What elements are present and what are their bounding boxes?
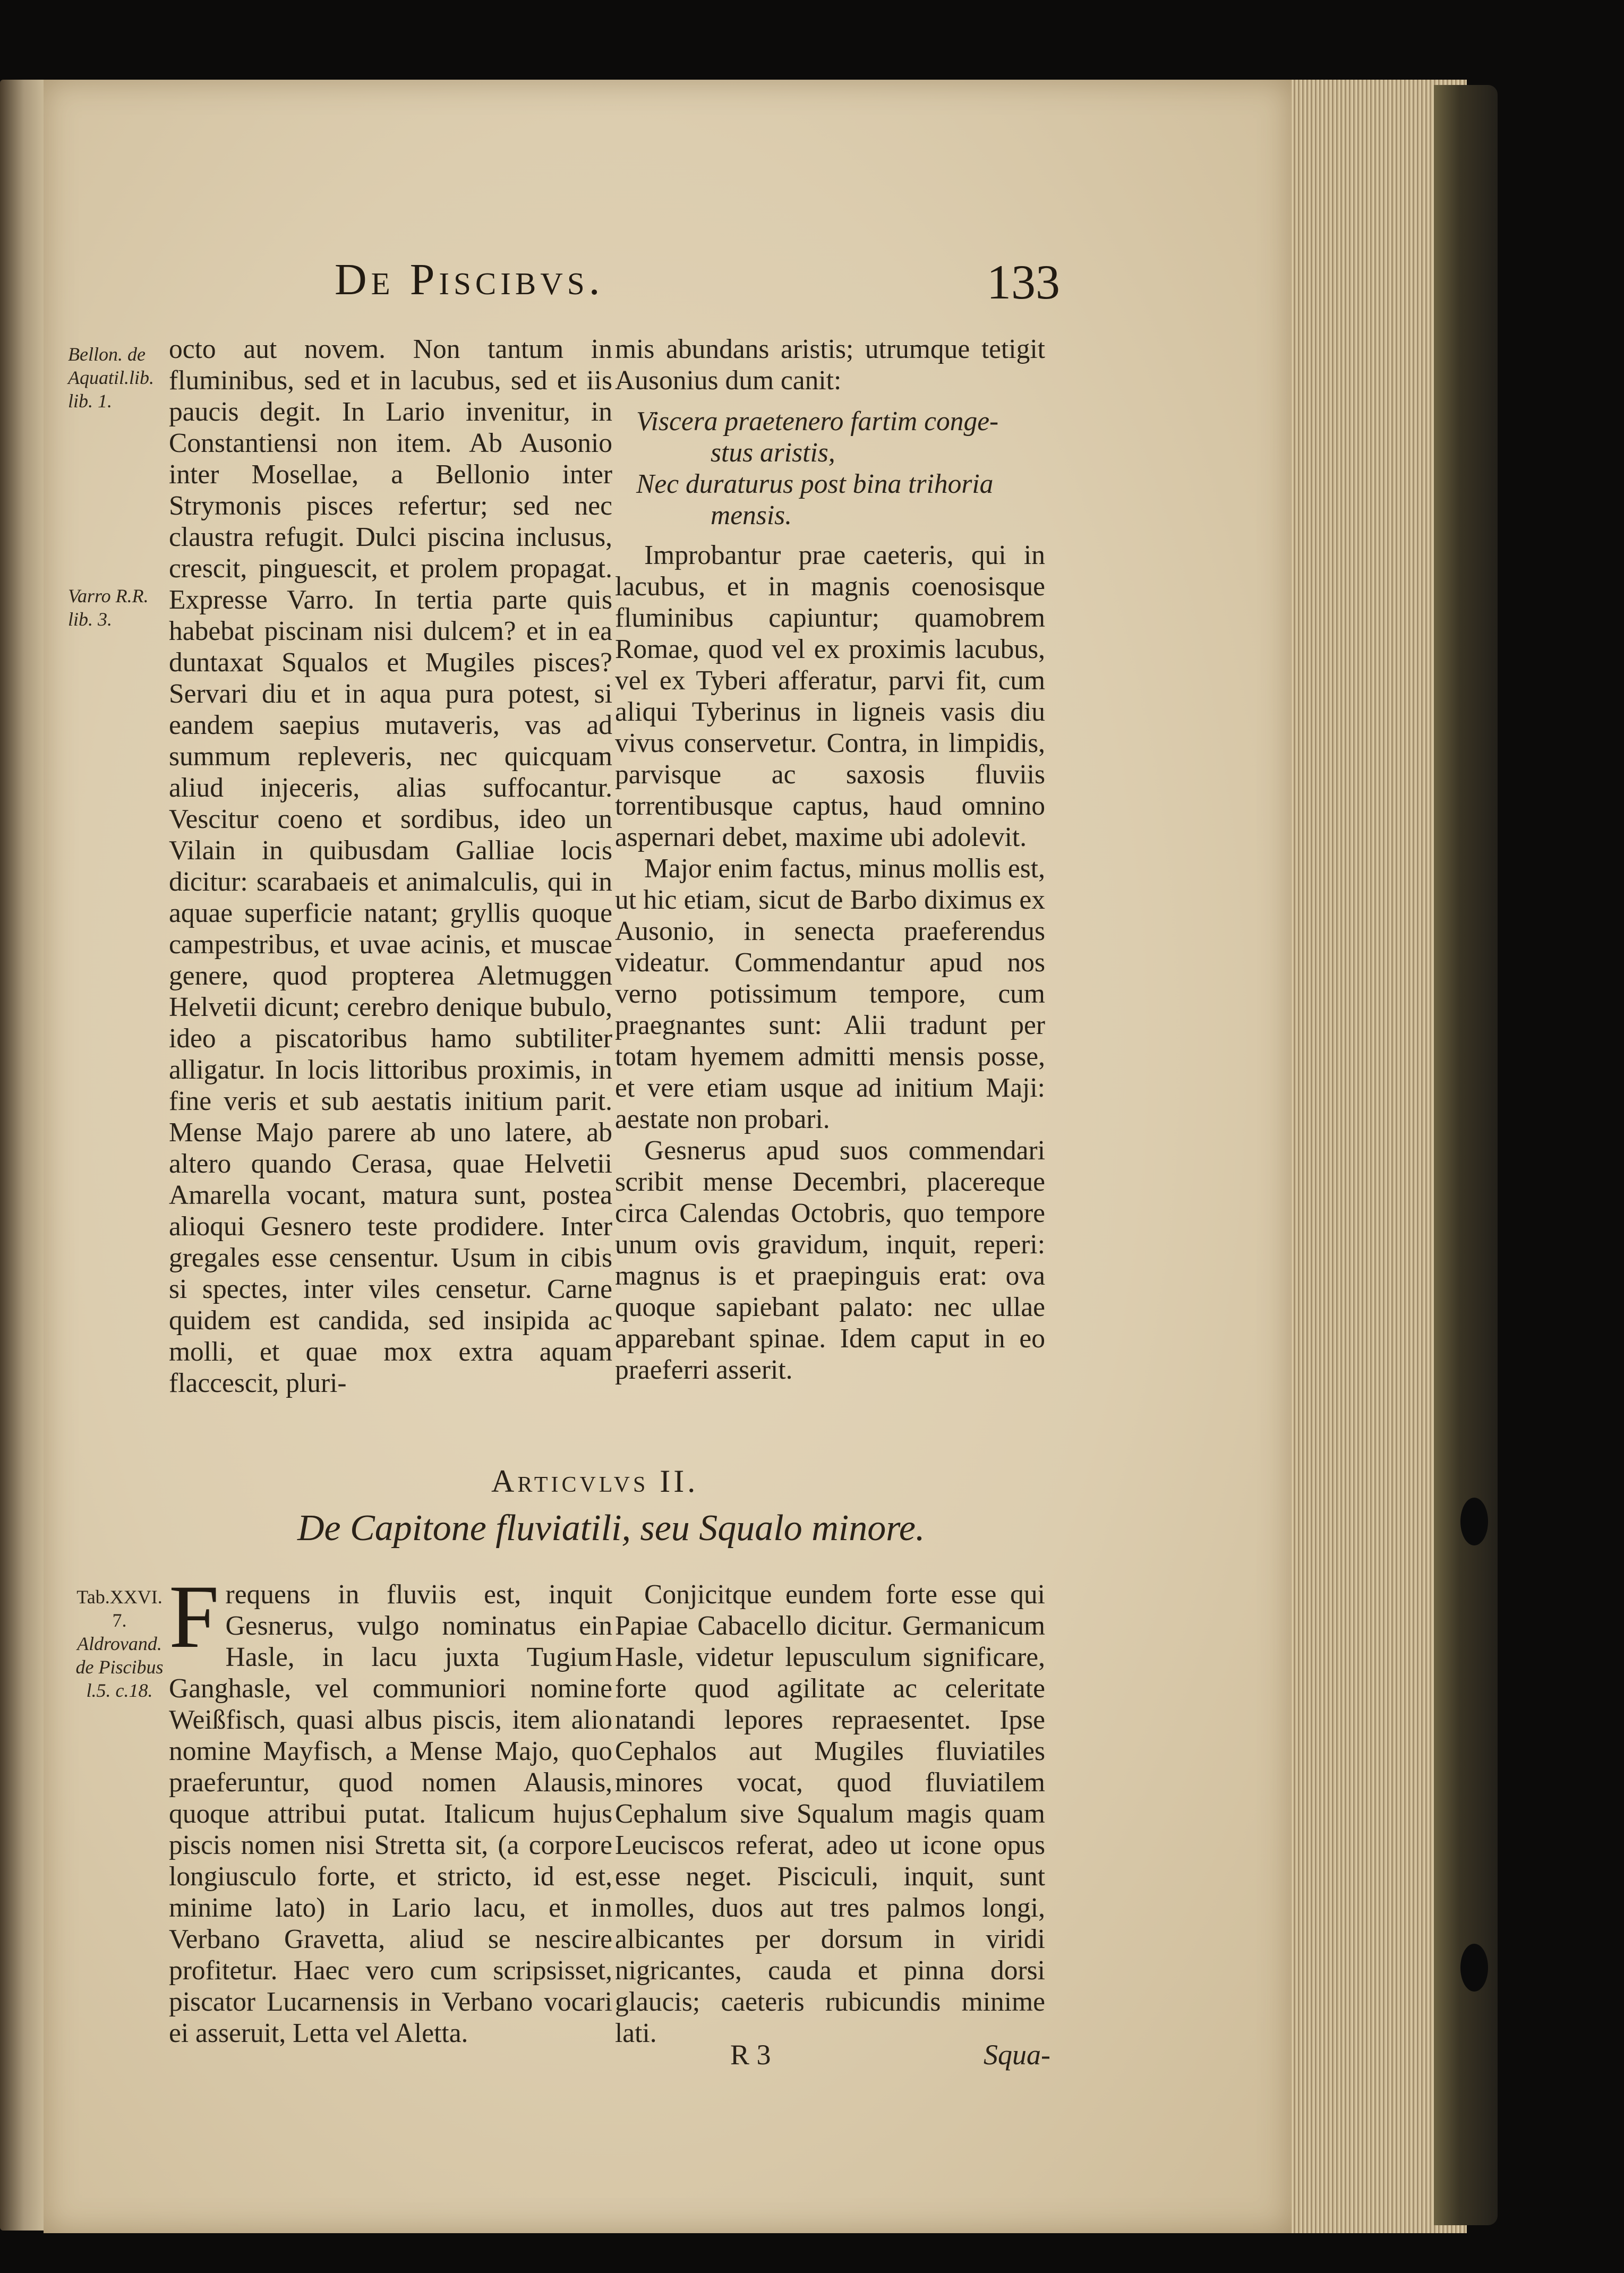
margin-note-line: lib. 3.: [68, 609, 113, 630]
verse-line: mensis.: [711, 500, 792, 531]
paragraph: Major enim factus, minus mollis est, ut hic etiam, sicut de Barbo diximus ex Ausonio, in senecta praeferendus videatur. Commendantur apud nos verno potissimum tempore, cum praegnantes sunt: Alii tradunt per totam hyemem admitti mensis posse, et vere etiam usque ad initium Maji: aestate non probari.: [615, 853, 1045, 1134]
verse-line: stus aristis,: [711, 438, 835, 468]
column-right-bottom: [615, 1579, 1045, 2049]
paragraph: mis abundans aristis; utrumque tetigit Ausonius dum canit:: [615, 334, 1045, 396]
signature-mark: R 3: [730, 2039, 771, 2071]
paragraph: Improbantur prae caeteris, qui in lacubus, et in magnis coenosisque fluminibus capiuntur; quamobrem Romae, quod vel ex proximis lacubus, vel ex Tyberi afferatur, parvi fit, cum aliqui Tyberinus in ligneis vasis diu vivus conservetur. Contra, in limpidis, parvisque ac saxosis fluviis torrentibusque captus, haud omnino aspernari debet, maxime ubi adolevit.: [615, 540, 1045, 852]
margin-note-line: Varro R.R.: [68, 585, 149, 606]
margin-note-line: de Piscibus: [75, 1656, 164, 1678]
paragraph: requens in fluviis est, inquit Gesnerus, vulgo nominatus ein Hasle, in lacu juxta Tugium Ganghasle, vel communiori nomine Weißfisch, quasi albus piscis, item alio nomine Mayfisch, a Mense Majo, quo praeferuntur, quod nomen Alausis, quoque attribui putat. Italicum hujus piscis nomen nisi Stretta sit, (a corpore longiusculo forte, et stricto, id est, minime lato) in Lario lacu, et in Verbano Gravetta, aliud se nescire profitetur. Haec vero cum scripsisset, piscator Lucarnensis in Verbano vocari ei asseruit, Letta vel Aletta.: [169, 1579, 612, 2048]
column-right-top: [615, 334, 1045, 1386]
margin-note-tab: [74, 1585, 165, 1702]
cover-hole: [1460, 1944, 1488, 1992]
paragraph: octo aut novem. Non tantum in fluminibus, sed et in lacubus, sed et iis paucis degit. In Lario invenitur, in Constantiensi non item. Ab Ausonio inter Mosellae, a Bellonio inter Strymonis pisces refertur; sed nec claustra refugit. Dulci piscina inclusus, crescit, pinguescit, et prolem propagat. Expresse Varro. In tertia parte quis habebat piscinam nisi dulcem? et in ea duntaxat Squalos et Mugiles pisces? Servari diu et in aqua pura potest, si eandem saepius mutaveris, vas ad summum repleveris, nec quicquam aliud injeceris, alias suffocantur. Vescitur coeno et sordibus, ideo un Vilain in quibusdam Galliae locis dicitur: scarabaeis et animalculis, qui in aquae superficie natant; gryllis quoque campestribus, et uvae acinis, et muscae genere, quod propterea Aletmuggen Helvetii dicunt; cerebro denique bubulo, ideo a piscatoribus hamo subtiliter alligatur. In locis littoribus proximis, in fine veris et sub aestatis initium parit. Mense Majo parere ab uno latere, ab altero quando Cerasa, quae Helvetii Amarella vocant, matura sunt, postea alioqui Gesnero teste prodidere. Inter gregales esse censentur. Usum in cibis si spectes, inter viles censetur. Carne quidem est candida, sed insipida ac molli, et quae mox extra aquam flaccescit, pluri-: [169, 334, 612, 1398]
verse-line: Viscera praetenero fartim conge-: [636, 406, 999, 437]
margin-note-varro: [68, 584, 158, 631]
paragraph: Gesnerus apud suos commendari scribit mense Decembri, placereque circa Calendas Octobris, quo tempore unum ovis gravidum, inquit, reperi: magnus is et praepinguis erat: ova quoque sapiebant palato: nec ullae apparebant spinae. Idem caput in eo praeferri asserit.: [615, 1135, 1045, 1385]
margin-note-line: Aldrovand.: [77, 1633, 162, 1654]
margin-note-bellon: [68, 343, 158, 413]
running-head: De Piscibvs.: [335, 255, 604, 304]
margin-note-line: lib. 1.: [68, 390, 113, 412]
drop-cap: F: [169, 1567, 219, 1667]
left-page-edge: [0, 80, 44, 2231]
cover-hole: [1460, 1498, 1488, 1545]
catchword: Squa-: [984, 2039, 1050, 2071]
margin-note-line: Aquatil.lib.: [68, 367, 154, 388]
margin-note-line: Tab.XXVI.: [76, 1586, 163, 1608]
page-number: 133: [987, 255, 1060, 309]
article-subheading: De Capitone fluviatili, seu Squalo minore.: [297, 1508, 925, 1549]
paragraph: Conjicitque eundem forte esse qui Papiae Cabacello dicitur. Germanicum Hasle, videtur lepusculum significare, forte quod agilitate ac celeritate natandi lepores repraesentet. Ipse Cephalos aut Mugiles fluviatiles minores vocat, quod fluviatilem Cephalum sive Squalum magis quam Leuciscos referat, adeo ut icone opus esse neget. Pisciculi, inquit, sunt molles, duos aut tres palmos longi, albicantes per dorsum in viridi nigricantes, cauda et pinna dorsi glaucis; caeteris rubicundis minime lati.: [615, 1579, 1045, 2048]
margin-note-line: 7.: [112, 1610, 127, 1631]
article-heading: Articvlvs II.: [491, 1464, 699, 1499]
column-left-bottom: [169, 1567, 612, 2049]
margin-note-line: Bellon. de: [68, 344, 146, 365]
verse-line: Nec duraturus post bina trihoria: [636, 469, 994, 499]
column-left-top: [169, 334, 612, 1399]
verse-quote: [615, 406, 1045, 531]
book-cover-board: [1434, 85, 1498, 2225]
margin-note-line: l.5. c.18.: [86, 1680, 153, 1701]
